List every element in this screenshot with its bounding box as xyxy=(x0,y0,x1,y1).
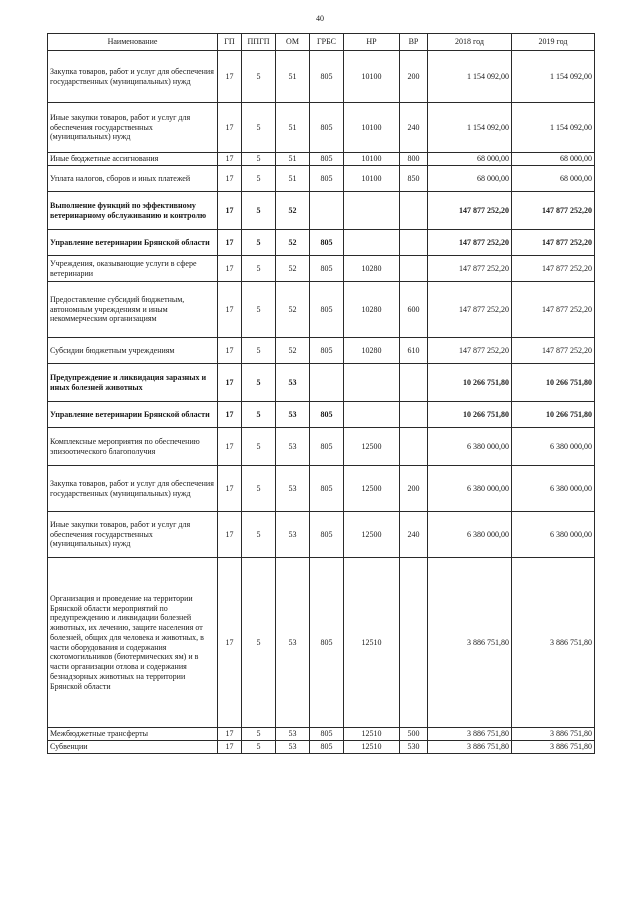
row-om: 51 xyxy=(276,153,310,166)
row-2018: 68 000,00 xyxy=(428,153,512,166)
row-ppgp: 5 xyxy=(242,512,276,558)
table-row xyxy=(48,740,595,753)
table-row xyxy=(48,466,595,512)
row-grbs: 805 xyxy=(310,153,344,166)
row-grbs: 805 xyxy=(310,740,344,753)
row-om: 52 xyxy=(276,192,310,230)
header-vr: ВР xyxy=(400,34,428,51)
row-gp: 17 xyxy=(218,51,242,103)
row-om: 52 xyxy=(276,338,310,364)
row-2019: 147 877 252,20 xyxy=(512,256,595,282)
row-name: Предупреждение и ликвидация заразных и иных болезней животных xyxy=(48,364,218,402)
row-nr: 12500 xyxy=(344,428,400,466)
row-grbs: 805 xyxy=(310,338,344,364)
header-row xyxy=(48,34,595,51)
row-2018: 10 266 751,80 xyxy=(428,402,512,428)
table-row xyxy=(48,728,595,741)
row-grbs: 805 xyxy=(310,256,344,282)
row-name: Предоставление субсидий бюджетным, автономным учреждениям и иным некоммерческим организациям xyxy=(48,282,218,338)
row-2019: 3 886 751,80 xyxy=(512,558,595,728)
header-name: Наименование xyxy=(48,34,218,51)
row-om: 52 xyxy=(276,256,310,282)
row-name: Уплата налогов, сборов и иных платежей xyxy=(48,166,218,192)
row-vr xyxy=(400,402,428,428)
row-2019: 10 266 751,80 xyxy=(512,364,595,402)
row-name: Межбюджетные трансферты xyxy=(48,728,218,741)
table-row xyxy=(48,256,595,282)
row-2018: 3 886 751,80 xyxy=(428,728,512,741)
row-ppgp: 5 xyxy=(242,192,276,230)
row-nr: 12500 xyxy=(344,512,400,558)
row-name: Комплексные мероприятия по обеспечению эпизоотического благополучия xyxy=(48,428,218,466)
row-2019: 147 877 252,20 xyxy=(512,338,595,364)
row-grbs: 805 xyxy=(310,512,344,558)
row-2018: 68 000,00 xyxy=(428,166,512,192)
row-gp: 17 xyxy=(218,558,242,728)
row-om: 53 xyxy=(276,364,310,402)
budget-table xyxy=(47,33,595,754)
row-gp: 17 xyxy=(218,512,242,558)
row-ppgp: 5 xyxy=(242,466,276,512)
row-2019: 147 877 252,20 xyxy=(512,192,595,230)
row-2018: 147 877 252,20 xyxy=(428,282,512,338)
table-row xyxy=(48,558,595,728)
row-vr: 200 xyxy=(400,466,428,512)
row-grbs: 805 xyxy=(310,166,344,192)
table-row xyxy=(48,428,595,466)
table-row xyxy=(48,338,595,364)
row-om: 53 xyxy=(276,402,310,428)
row-2018: 6 380 000,00 xyxy=(428,466,512,512)
row-2018: 1 154 092,00 xyxy=(428,51,512,103)
row-2019: 10 266 751,80 xyxy=(512,402,595,428)
row-nr xyxy=(344,402,400,428)
row-2019: 6 380 000,00 xyxy=(512,466,595,512)
row-ppgp: 5 xyxy=(242,166,276,192)
table-row xyxy=(48,192,595,230)
row-nr xyxy=(344,230,400,256)
row-nr xyxy=(344,364,400,402)
row-vr xyxy=(400,364,428,402)
row-om: 51 xyxy=(276,103,310,153)
row-2019: 147 877 252,20 xyxy=(512,282,595,338)
row-ppgp: 5 xyxy=(242,282,276,338)
table-row xyxy=(48,282,595,338)
table-row xyxy=(48,364,595,402)
row-2018: 6 380 000,00 xyxy=(428,512,512,558)
row-ppgp: 5 xyxy=(242,728,276,741)
row-2018: 147 877 252,20 xyxy=(428,338,512,364)
row-gp: 17 xyxy=(218,402,242,428)
row-name: Иные закупки товаров, работ и услуг для обеспечения государственных (муниципальных) нужд xyxy=(48,103,218,153)
row-name: Закупка товаров, работ и услуг для обеспечения государственных (муниципальных) нужд xyxy=(48,51,218,103)
row-vr: 200 xyxy=(400,51,428,103)
row-2019: 6 380 000,00 xyxy=(512,428,595,466)
row-name: Субвенции xyxy=(48,740,218,753)
row-gp: 17 xyxy=(218,153,242,166)
row-gp: 17 xyxy=(218,192,242,230)
row-vr: 600 xyxy=(400,282,428,338)
row-vr: 240 xyxy=(400,512,428,558)
table-row xyxy=(48,166,595,192)
row-nr: 12510 xyxy=(344,728,400,741)
row-2018: 1 154 092,00 xyxy=(428,103,512,153)
row-nr: 10100 xyxy=(344,51,400,103)
row-2019: 68 000,00 xyxy=(512,153,595,166)
row-om: 52 xyxy=(276,282,310,338)
row-ppgp: 5 xyxy=(242,402,276,428)
row-gp: 17 xyxy=(218,338,242,364)
header-om: ОМ xyxy=(276,34,310,51)
header-nr: НР xyxy=(344,34,400,51)
row-nr: 10280 xyxy=(344,256,400,282)
row-name: Субсидии бюджетным учреждениям xyxy=(48,338,218,364)
row-vr: 530 xyxy=(400,740,428,753)
row-nr: 10100 xyxy=(344,166,400,192)
row-ppgp: 5 xyxy=(242,153,276,166)
row-vr: 610 xyxy=(400,338,428,364)
row-name: Закупка товаров, работ и услуг для обеспечения государственных (муниципальных) нужд xyxy=(48,466,218,512)
header-ppgp: ППГП xyxy=(242,34,276,51)
row-ppgp: 5 xyxy=(242,338,276,364)
row-om: 51 xyxy=(276,51,310,103)
row-nr: 12510 xyxy=(344,558,400,728)
row-name: Иные закупки товаров, работ и услуг для обеспечения государственных (муниципальных) нужд xyxy=(48,512,218,558)
row-ppgp: 5 xyxy=(242,256,276,282)
row-gp: 17 xyxy=(218,230,242,256)
row-gp: 17 xyxy=(218,103,242,153)
row-2018: 147 877 252,20 xyxy=(428,256,512,282)
row-2018: 3 886 751,80 xyxy=(428,558,512,728)
row-om: 51 xyxy=(276,166,310,192)
row-2018: 3 886 751,80 xyxy=(428,740,512,753)
page-number: 40 xyxy=(316,14,324,23)
table-row xyxy=(48,153,595,166)
row-grbs xyxy=(310,192,344,230)
header-2019: 2019 год xyxy=(512,34,595,51)
row-nr: 10280 xyxy=(344,282,400,338)
row-grbs: 805 xyxy=(310,230,344,256)
header-2018: 2018 год xyxy=(428,34,512,51)
row-gp: 17 xyxy=(218,364,242,402)
row-nr: 12500 xyxy=(344,466,400,512)
row-name: Организация и проведение на территории Брянской области мероприятий по предупреждению и ликвидации болезней животных, их лечению, защите населения от болезней, общих для человека и животных, в части оборудования и содержания скотомогильников (биотермических ям) и в части организации отлова и содержания безнадзорных животных на территории Брянской области xyxy=(48,558,218,728)
row-2018: 6 380 000,00 xyxy=(428,428,512,466)
row-vr xyxy=(400,428,428,466)
row-grbs: 805 xyxy=(310,282,344,338)
row-name: Управление ветеринарии Брянской области xyxy=(48,230,218,256)
row-ppgp: 5 xyxy=(242,103,276,153)
row-nr: 10100 xyxy=(344,153,400,166)
header-gp: ГП xyxy=(218,34,242,51)
row-2018: 10 266 751,80 xyxy=(428,364,512,402)
row-om: 53 xyxy=(276,558,310,728)
row-name: Учреждения, оказывающие услуги в сфере ветеринарии xyxy=(48,256,218,282)
row-2019: 3 886 751,80 xyxy=(512,728,595,741)
table-row xyxy=(48,103,595,153)
row-grbs: 805 xyxy=(310,51,344,103)
row-ppgp: 5 xyxy=(242,364,276,402)
table-row xyxy=(48,402,595,428)
row-2019: 1 154 092,00 xyxy=(512,103,595,153)
row-gp: 17 xyxy=(218,466,242,512)
row-vr xyxy=(400,192,428,230)
row-2019: 3 886 751,80 xyxy=(512,740,595,753)
row-om: 53 xyxy=(276,428,310,466)
row-grbs: 805 xyxy=(310,466,344,512)
row-2019: 68 000,00 xyxy=(512,166,595,192)
row-vr: 850 xyxy=(400,166,428,192)
row-nr: 10100 xyxy=(344,103,400,153)
row-nr: 10280 xyxy=(344,338,400,364)
row-2019: 147 877 252,20 xyxy=(512,230,595,256)
row-vr: 240 xyxy=(400,103,428,153)
row-nr xyxy=(344,192,400,230)
row-gp: 17 xyxy=(218,256,242,282)
row-om: 53 xyxy=(276,728,310,741)
row-gp: 17 xyxy=(218,282,242,338)
row-grbs: 805 xyxy=(310,728,344,741)
row-grbs xyxy=(310,364,344,402)
row-ppgp: 5 xyxy=(242,230,276,256)
row-vr xyxy=(400,230,428,256)
table-row xyxy=(48,512,595,558)
row-om: 53 xyxy=(276,740,310,753)
row-name: Иные бюджетные ассигнования xyxy=(48,153,218,166)
row-name: Управление ветеринарии Брянской области xyxy=(48,402,218,428)
row-grbs: 805 xyxy=(310,428,344,466)
header-grbs: ГРБС xyxy=(310,34,344,51)
row-nr: 12510 xyxy=(344,740,400,753)
row-gp: 17 xyxy=(218,740,242,753)
table-row xyxy=(48,230,595,256)
row-gp: 17 xyxy=(218,728,242,741)
row-2018: 147 877 252,20 xyxy=(428,192,512,230)
row-om: 52 xyxy=(276,230,310,256)
row-vr xyxy=(400,256,428,282)
row-vr: 500 xyxy=(400,728,428,741)
row-ppgp: 5 xyxy=(242,51,276,103)
row-ppgp: 5 xyxy=(242,558,276,728)
row-vr xyxy=(400,558,428,728)
row-gp: 17 xyxy=(218,428,242,466)
row-2019: 1 154 092,00 xyxy=(512,51,595,103)
row-2018: 147 877 252,20 xyxy=(428,230,512,256)
table-row xyxy=(48,51,595,103)
row-om: 53 xyxy=(276,466,310,512)
row-grbs: 805 xyxy=(310,558,344,728)
row-om: 53 xyxy=(276,512,310,558)
row-ppgp: 5 xyxy=(242,740,276,753)
row-vr: 800 xyxy=(400,153,428,166)
row-grbs: 805 xyxy=(310,402,344,428)
row-gp: 17 xyxy=(218,166,242,192)
row-ppgp: 5 xyxy=(242,428,276,466)
row-2019: 6 380 000,00 xyxy=(512,512,595,558)
row-name: Выполнение функций по эффективному ветеринарному обслуживанию и контролю xyxy=(48,192,218,230)
row-grbs: 805 xyxy=(310,103,344,153)
